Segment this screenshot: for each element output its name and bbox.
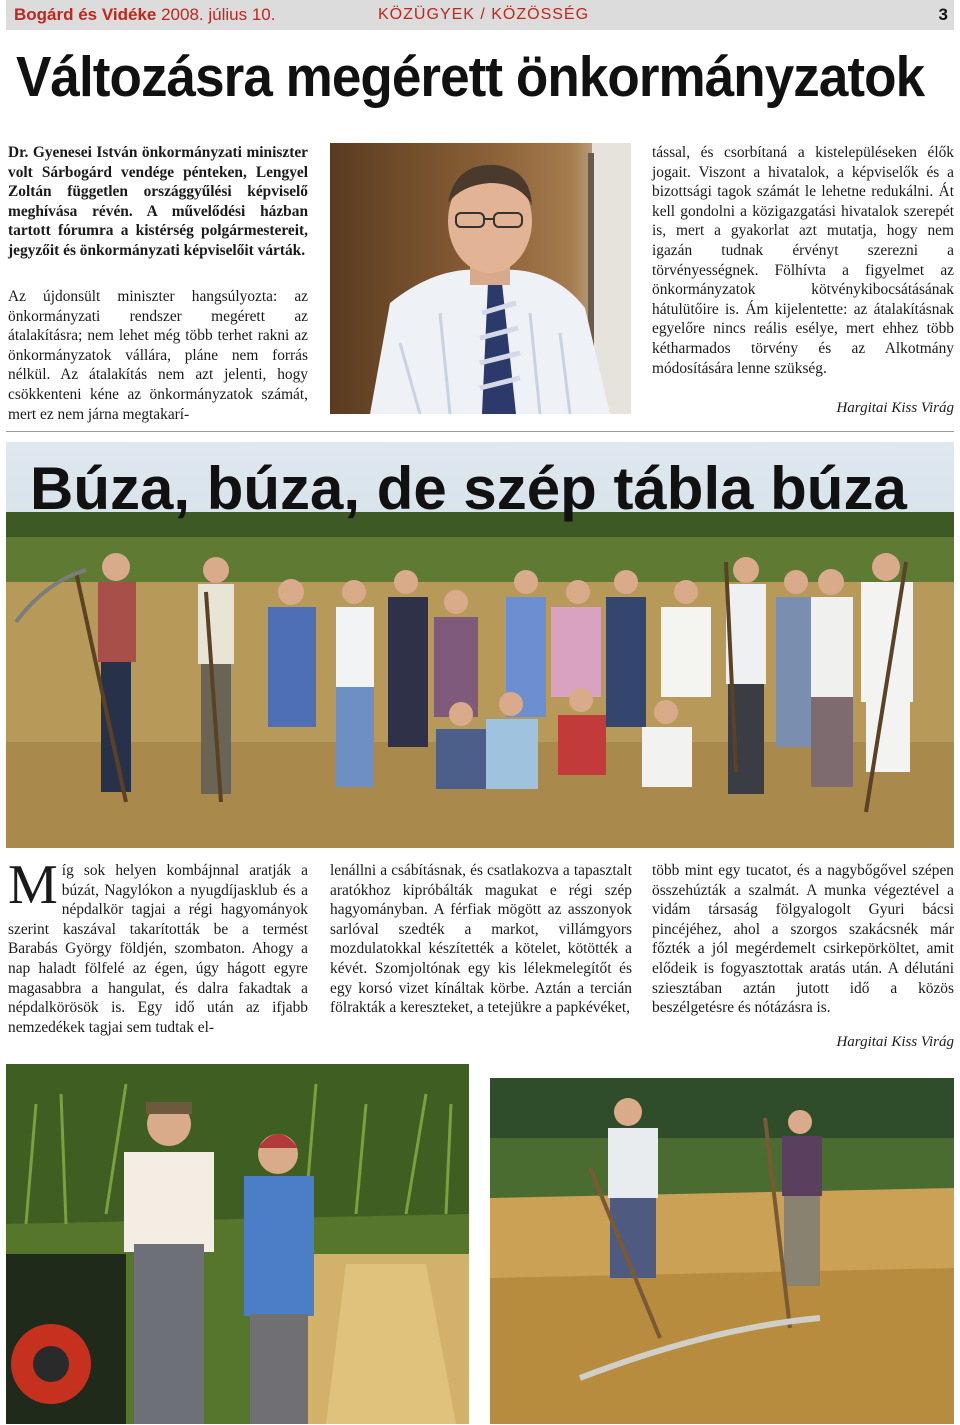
dropcap: M xyxy=(8,854,58,916)
article2-col1 xyxy=(8,854,308,1037)
minister-portrait-photo xyxy=(330,143,631,414)
publication-name: Bogárd és Vidéke 2008. július 10. xyxy=(14,5,276,24)
section-label: KÖZÜGYEK / KÖZÖSSÉG xyxy=(378,6,590,23)
women-with-scythes-photo xyxy=(490,1078,954,1424)
article2-col3 xyxy=(652,861,954,1018)
article2-col2-text: lenállni a csábításnak, és csatlakozva a tapasztalt aratókhoz kipróbálták magukat e régi szép hagyományban. A férfiak mögött az asszonyok sarlóval szedték a markot, villámgyors mozdulatokkal készítették a kötelet, kötötték a kévét. Szomjoltónak egy kis lélekmelegítőt és egy korsó vizet kínáltak körbe. Aztán a tercián fölrakták a kereszteket, a tetejükre a papkévéket, xyxy=(330,862,632,1017)
article1-body-col1 xyxy=(8,287,308,424)
issue-date: 2008. július 10. xyxy=(161,5,276,24)
article2-col3-text: több mint egy tucatot, és a nagybőgővel szépen összehúzták a szalmát. A munka végeztével a vidám társaság fölgyalogolt Gyuri bácsi pincéjéhez, ahol a szorgos szakácsnék már főzték a jól megérdemelt csirkepörköltet, amit elődeik is fogyasztottak aratás után. A délutáni sziesztában aztán jutott idő a közös beszélgetésre és nótázásra is. xyxy=(652,862,954,1017)
article1-lead-text: Dr. Gyenesei István önkormányzati miniszter volt Sárbogárd vendége pénteken, Lengyel Zoltán független országgyűlési képviselő meghívása révén. A művelődési házban tartott fórumra a kistérség polgármestereit, jegyzőit és önkormányzati képviselőit várták. xyxy=(8,144,308,259)
article2-col1-text: íg sok helyen kombájnnal aratják a búzát, Nagylókon a nyugdíjasklub és a népdalkör tagjai a régi hagyományok szerint kaszával takarították be a termést Barabás György földjén, szombaton. Ahogy a nap haladt fölfelé az égen, úgy hágott egyre magasabbra a hangulat, és dalra fakadtak a népdalkörösök is. Egy idő után az ifjabb nemzedékek tagjai sem tudtak el- xyxy=(8,862,308,1036)
page-number: 3 xyxy=(938,5,948,24)
article1-lead xyxy=(8,143,308,261)
page-header xyxy=(6,0,954,30)
article1-signature: Hargitai Kiss Virág xyxy=(836,400,954,416)
article1-body-col2 xyxy=(652,143,954,378)
article1-body2-text: tással, és csorbítaná a kistelepüléseken élők jogait. Viszont a hivatalok, a képviselők és a bizottsági tagok számát le lehetne redukálni. Át kell gondolni a közigazgatási hivatalok szerepét is, mert a gyakorlat azt mutatja, hogy nem igazán tudnak érvényt szerezni a törvényességnek. Fölhívta a figyelmet az önkormányzatok kötvénykibocsátásának hátulütőire is. Ám kijelentette: az átalakításnak egyelőre nincs reális esélye, mert ehhez több kétharmados törvény és az Alkotmány módosítására lenne szükség. xyxy=(652,144,954,377)
elderly-couple-photo xyxy=(6,1064,469,1424)
article2-signature: Hargitai Kiss Virág xyxy=(836,1034,954,1050)
article2-col2 xyxy=(330,861,632,1018)
article1-headline: Változásra megérett önkormányzatok xyxy=(16,45,925,109)
section-divider xyxy=(6,431,954,432)
article2-headline: Búza, búza, de szép tábla búza xyxy=(30,455,907,522)
article1-body1-text: Az újdonsült miniszter hangsúlyozta: az önkormányzati rendszer megérett az átalakításra; nem lehet még több terhet rakni az önkormányzatok vállára, pláne nem forrás nélkül. Az átalakítás nem azt jelenti, hogy csökkenteni kéne az önkormányzatok számát, mert ez nem járna megtakarí- xyxy=(8,288,308,423)
